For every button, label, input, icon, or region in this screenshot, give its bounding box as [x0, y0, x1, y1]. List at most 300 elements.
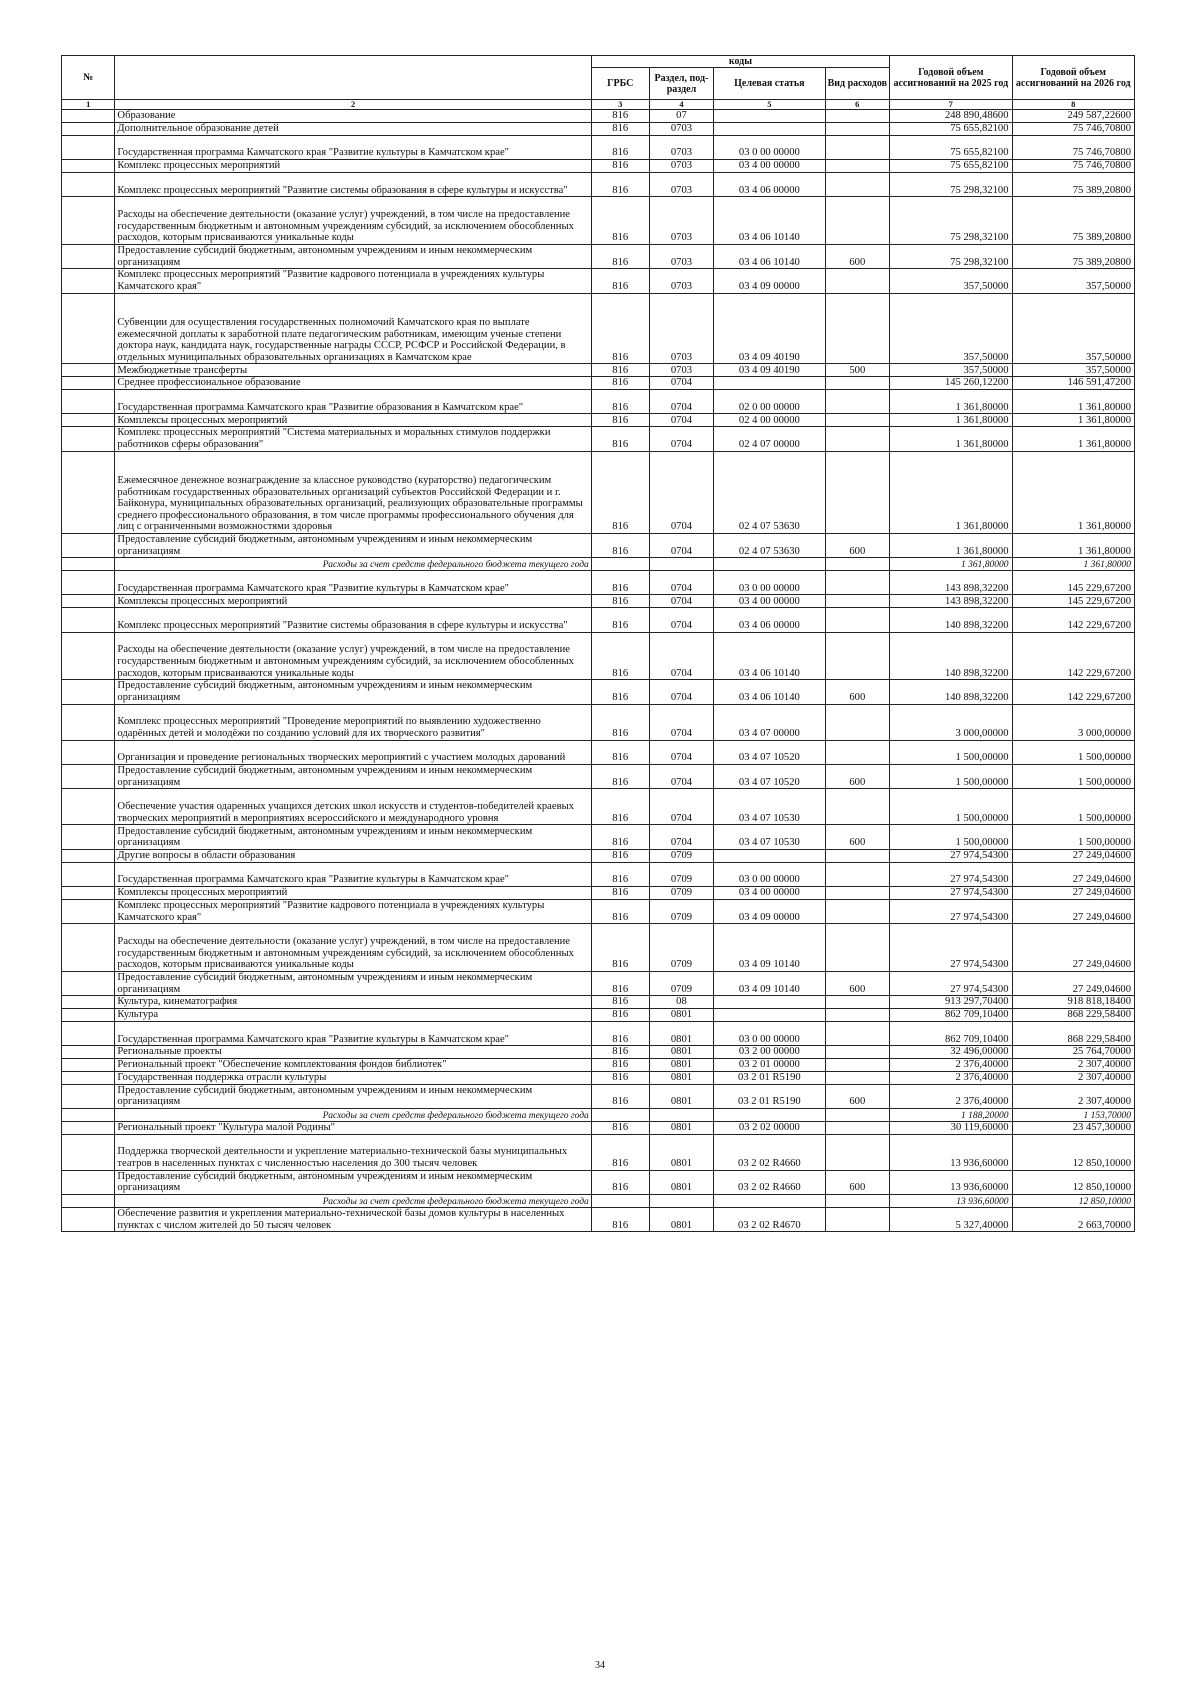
table-row: [62, 608, 1135, 632]
row-amount-2026: 75 389,20800: [1012, 244, 1134, 268]
row-article: [714, 558, 825, 571]
row-name: Региональный проект "Обеспечение комплектования фондов библиотек": [115, 1058, 591, 1071]
row-amount-2026: 1 361,80000: [1012, 414, 1134, 427]
row-type: [825, 1046, 890, 1059]
row-type: [825, 1134, 890, 1170]
row-number: [62, 825, 115, 849]
row-article: 03 4 09 40190: [714, 364, 825, 377]
row-article: 03 0 00 00000: [714, 135, 825, 159]
row-number: [62, 1194, 115, 1207]
table-row: [62, 740, 1135, 764]
row-type: [825, 608, 890, 632]
row-number: [62, 740, 115, 764]
row-amount-2026: 1 361,80000: [1012, 533, 1134, 557]
row-type: [825, 377, 890, 390]
row-amount-2026: 27 249,04600: [1012, 862, 1134, 886]
row-name: Ежемесячное денежное вознаграждение за классное руководство (кураторство) педагогическим работникам государственных образовательных организаций субъектов Российской Федерации и г. Байконура, муниципальных образовательных организаций, реализующих образовательные программы среднего профессионального образования, в том числе программы профессионального обучения для лиц с ограниченными возможностями здоровья: [115, 451, 591, 533]
row-article: 03 4 09 10140: [714, 924, 825, 972]
table-row-note: [62, 1108, 1135, 1121]
row-article: 03 4 07 10530: [714, 825, 825, 849]
row-article: 03 4 07 10520: [714, 740, 825, 764]
header-2025: Годовой объем ассигнований на 2025 год: [890, 56, 1012, 100]
header-codes: коды: [591, 56, 889, 68]
row-article: 03 4 00 00000: [714, 159, 825, 172]
row-amount-2025: 5 327,40000: [890, 1207, 1012, 1231]
row-section: 0704: [649, 632, 714, 680]
table-row: [62, 1046, 1135, 1059]
row-type: 600: [825, 1084, 890, 1108]
row-number: [62, 1121, 115, 1134]
col-number: 5: [714, 100, 825, 110]
row-name: Региональные проекты: [115, 1046, 591, 1059]
row-amount-2025: 143 898,32200: [890, 571, 1012, 595]
row-amount-2026: 1 500,00000: [1012, 740, 1134, 764]
row-amount-2025: 357,50000: [890, 364, 1012, 377]
table-row: [62, 971, 1135, 995]
row-name: Организация и проведение региональных творческих мероприятий с участием молодых дарований: [115, 740, 591, 764]
row-number: [62, 197, 115, 245]
row-type: 600: [825, 971, 890, 995]
row-amount-2026: 12 850,10000: [1012, 1134, 1134, 1170]
header-article: Целевая статья: [714, 68, 825, 100]
row-name: Комплекс процессных мероприятий "Развитие кадрового потенциала в учреждениях культуры Камчатского края": [115, 269, 591, 293]
row-article: 03 0 00 00000: [714, 1021, 825, 1045]
table-row: [62, 293, 1135, 364]
table-row: [62, 887, 1135, 900]
row-name: Предоставление субсидий бюджетным, автономным учреждениям и иным некоммерческим организациям: [115, 825, 591, 849]
row-grbs: 816: [591, 197, 649, 245]
row-amount-2025: 2 376,40000: [890, 1058, 1012, 1071]
row-section: 0703: [649, 293, 714, 364]
table-row: [62, 1170, 1135, 1194]
row-name: Предоставление субсидий бюджетным, автономным учреждениям и иным некоммерческим организациям: [115, 244, 591, 268]
row-amount-2025: 13 936,60000: [890, 1134, 1012, 1170]
table-row: [62, 924, 1135, 972]
table-row-note: [62, 1194, 1135, 1207]
row-amount-2025: 357,50000: [890, 269, 1012, 293]
row-type: [825, 849, 890, 862]
row-number: [62, 1108, 115, 1121]
row-amount-2026: 2 663,70000: [1012, 1207, 1134, 1231]
row-name: Обеспечение развития и укрепления материально-технической базы домов культуры в населенных пунктах с числом жителей до 50 тысяч человек: [115, 1207, 591, 1231]
table-row: [62, 172, 1135, 196]
row-amount-2025: 27 974,54300: [890, 887, 1012, 900]
row-amount-2025: 75 655,82100: [890, 135, 1012, 159]
row-amount-2025: 248 890,48600: [890, 110, 1012, 123]
row-section: [649, 558, 714, 571]
budget-table: [61, 55, 1135, 1232]
row-section: 0703: [649, 135, 714, 159]
row-amount-2025: 27 974,54300: [890, 899, 1012, 923]
table-row: [62, 899, 1135, 923]
row-section: 0703: [649, 197, 714, 245]
row-amount-2026: 146 591,47200: [1012, 377, 1134, 390]
row-amount-2025: 1 361,80000: [890, 558, 1012, 571]
row-article: [714, 1194, 825, 1207]
row-amount-2026: 2 307,40000: [1012, 1058, 1134, 1071]
row-article: 03 2 02 00000: [714, 1121, 825, 1134]
row-name: Субвенции для осуществления государственных полномочий Камчатского края по выплате ежемесячной доплаты к заработной плате педагогическим работникам, имеющим ученые степени доктора наук, кандидата наук, государственные награды СССР, РСФСР и Российской Федерации, в отдельных муниципальных образовательных организациях в Камчатском крае: [115, 293, 591, 364]
row-amount-2026: 1 500,00000: [1012, 825, 1134, 849]
row-amount-2025: 145 260,12200: [890, 377, 1012, 390]
header-num: №: [62, 56, 115, 100]
row-grbs: 816: [591, 608, 649, 632]
row-section: 0801: [649, 1170, 714, 1194]
table-row: [62, 632, 1135, 680]
table-row: [62, 862, 1135, 886]
row-amount-2026: 1 361,80000: [1012, 558, 1134, 571]
row-name: Расходы на обеспечение деятельности (оказание услуг) учреждений, в том числе на предоставление государственным бюджетным и автономным учреждениям субсидий, за исключением обособленных расходов, которым присваиваются уникальные коды: [115, 924, 591, 972]
row-amount-2026: 357,50000: [1012, 293, 1134, 364]
row-section: 0709: [649, 887, 714, 900]
row-section: 0801: [649, 1084, 714, 1108]
row-type: [825, 122, 890, 135]
table-row: [62, 571, 1135, 595]
table-row: [62, 197, 1135, 245]
row-type: [825, 414, 890, 427]
table-row: [62, 244, 1135, 268]
row-section: 0709: [649, 849, 714, 862]
row-name: Расходы за счет средств федерального бюджета текущего года: [115, 1108, 591, 1121]
row-grbs: 816: [591, 971, 649, 995]
row-number: [62, 1084, 115, 1108]
row-number: [62, 1046, 115, 1059]
row-amount-2025: 1 361,80000: [890, 414, 1012, 427]
row-number: [62, 451, 115, 533]
row-article: [714, 1008, 825, 1021]
row-article: 03 4 00 00000: [714, 595, 825, 608]
row-grbs: 816: [591, 364, 649, 377]
col-number: 3: [591, 100, 649, 110]
row-number: [62, 971, 115, 995]
row-name: Межбюджетные трансферты: [115, 364, 591, 377]
row-amount-2025: 2 376,40000: [890, 1084, 1012, 1108]
row-amount-2025: 32 496,00000: [890, 1046, 1012, 1059]
row-number: [62, 887, 115, 900]
row-amount-2026: 1 361,80000: [1012, 389, 1134, 413]
row-amount-2025: 140 898,32200: [890, 632, 1012, 680]
row-amount-2025: 13 936,60000: [890, 1194, 1012, 1207]
table-row: [62, 135, 1135, 159]
row-amount-2026: 357,50000: [1012, 364, 1134, 377]
row-section: 0703: [649, 244, 714, 268]
row-grbs: 816: [591, 1046, 649, 1059]
row-grbs: 816: [591, 389, 649, 413]
row-article: 03 4 09 00000: [714, 269, 825, 293]
row-amount-2026: 75 746,70800: [1012, 159, 1134, 172]
header-section: Раздел, под-раздел: [649, 68, 714, 100]
row-number: [62, 1021, 115, 1045]
row-amount-2026: 868 229,58400: [1012, 1008, 1134, 1021]
row-grbs: 816: [591, 159, 649, 172]
row-number: [62, 608, 115, 632]
row-grbs: 816: [591, 414, 649, 427]
row-section: 0801: [649, 1021, 714, 1045]
row-article: 02 4 07 53630: [714, 533, 825, 557]
col-number: 1: [62, 100, 115, 110]
row-type: [825, 1194, 890, 1207]
row-article: 03 2 00 00000: [714, 1046, 825, 1059]
row-type: 500: [825, 364, 890, 377]
row-type: [825, 558, 890, 571]
row-amount-2026: 27 249,04600: [1012, 924, 1134, 972]
row-number: [62, 533, 115, 557]
row-section: 0704: [649, 680, 714, 704]
row-article: [714, 110, 825, 123]
row-grbs: 816: [591, 244, 649, 268]
row-amount-2026: 2 307,40000: [1012, 1084, 1134, 1108]
row-amount-2026: 2 307,40000: [1012, 1071, 1134, 1084]
row-grbs: 816: [591, 595, 649, 608]
row-name: Предоставление субсидий бюджетным, автономным учреждениям и иным некоммерческим организациям: [115, 1170, 591, 1194]
table-row: [62, 849, 1135, 862]
row-grbs: 816: [591, 135, 649, 159]
row-section: 0801: [649, 1058, 714, 1071]
row-article: 02 4 00 00000: [714, 414, 825, 427]
row-article: 03 4 06 10140: [714, 244, 825, 268]
row-number: [62, 1058, 115, 1071]
row-article: 03 2 02 R4660: [714, 1170, 825, 1194]
row-type: [825, 789, 890, 825]
row-article: 03 4 09 00000: [714, 899, 825, 923]
row-grbs: 816: [591, 122, 649, 135]
row-name: Комплекс процессных мероприятий "Проведение мероприятий по выявлению художественно одарённых детей и молодёжи по созданию условий для их творческого развития": [115, 704, 591, 740]
header-type: Вид расходов: [825, 68, 890, 100]
row-section: 0704: [649, 704, 714, 740]
row-section: 0801: [649, 1134, 714, 1170]
row-name: Государственная программа Камчатского края "Развитие культуры в Камчатском крае": [115, 1021, 591, 1045]
row-section: 0704: [649, 451, 714, 533]
row-amount-2025: 140 898,32200: [890, 608, 1012, 632]
row-number: [62, 789, 115, 825]
row-name: Комплексы процессных мероприятий: [115, 887, 591, 900]
row-type: 600: [825, 825, 890, 849]
row-article: 03 2 01 R5190: [714, 1071, 825, 1084]
row-section: 0704: [649, 427, 714, 451]
row-section: 08: [649, 996, 714, 1009]
row-type: [825, 924, 890, 972]
row-name: Среднее профессиональное образование: [115, 377, 591, 390]
row-grbs: 816: [591, 924, 649, 972]
col-number: 8: [1012, 100, 1134, 110]
row-type: [825, 135, 890, 159]
row-amount-2025: 1 361,80000: [890, 533, 1012, 557]
row-article: 02 0 00 00000: [714, 389, 825, 413]
row-amount-2026: 142 229,67200: [1012, 632, 1134, 680]
row-amount-2025: 1 500,00000: [890, 789, 1012, 825]
row-grbs: 816: [591, 1207, 649, 1231]
row-name: Обеспечение участия одаренных учащихся детских школ искусств и студентов-победителей краевых творческих мероприятий в мероприятиях всероссийского и международного уровня: [115, 789, 591, 825]
row-section: 0709: [649, 971, 714, 995]
row-grbs: 816: [591, 680, 649, 704]
row-article: 03 4 09 10140: [714, 971, 825, 995]
row-grbs: 816: [591, 533, 649, 557]
row-grbs: 816: [591, 765, 649, 789]
row-number: [62, 427, 115, 451]
row-grbs: [591, 1108, 649, 1121]
row-number: [62, 122, 115, 135]
row-name: Дополнительное образование детей: [115, 122, 591, 135]
row-type: 600: [825, 765, 890, 789]
page-number: 34: [595, 1660, 605, 1671]
row-amount-2025: 1 361,80000: [890, 389, 1012, 413]
row-name: Предоставление субсидий бюджетным, автономным учреждениям и иным некоммерческим организациям: [115, 533, 591, 557]
row-type: [825, 269, 890, 293]
row-amount-2026: 75 746,70800: [1012, 135, 1134, 159]
row-name: Расходы за счет средств федерального бюджета текущего года: [115, 558, 591, 571]
row-amount-2026: 145 229,67200: [1012, 571, 1134, 595]
table-row: [62, 364, 1135, 377]
row-type: [825, 172, 890, 196]
table-row: [62, 451, 1135, 533]
table-row: [62, 765, 1135, 789]
row-type: [825, 1058, 890, 1071]
row-name: Расходы на обеспечение деятельности (оказание услуг) учреждений, в том числе на предоставление государственным бюджетным и автономным учреждениям субсидий, за исключением обособленных расходов, которым присваиваются уникальные коды: [115, 632, 591, 680]
table-row: [62, 1084, 1135, 1108]
row-amount-2025: 862 709,10400: [890, 1021, 1012, 1045]
row-number: [62, 849, 115, 862]
row-type: [825, 1207, 890, 1231]
row-type: [825, 632, 890, 680]
row-type: [825, 389, 890, 413]
row-section: 0709: [649, 924, 714, 972]
row-grbs: 816: [591, 996, 649, 1009]
row-number: [62, 571, 115, 595]
row-amount-2026: 75 389,20800: [1012, 172, 1134, 196]
row-amount-2026: 27 249,04600: [1012, 971, 1134, 995]
row-article: 03 2 02 R4670: [714, 1207, 825, 1231]
row-number: [62, 595, 115, 608]
row-number: [62, 110, 115, 123]
row-type: [825, 1121, 890, 1134]
row-amount-2025: 27 974,54300: [890, 971, 1012, 995]
row-amount-2025: 75 298,32100: [890, 172, 1012, 196]
row-number: [62, 172, 115, 196]
table-row: [62, 389, 1135, 413]
row-grbs: 816: [591, 269, 649, 293]
row-article: [714, 849, 825, 862]
table-row: [62, 1058, 1135, 1071]
row-section: 0704: [649, 765, 714, 789]
row-name: Комплекс процессных мероприятий "Развитие системы образования в сфере культуры и искусства": [115, 608, 591, 632]
row-article: 03 4 06 00000: [714, 608, 825, 632]
row-name: Предоставление субсидий бюджетным, автономным учреждениям и иным некоммерческим организациям: [115, 765, 591, 789]
row-number: [62, 389, 115, 413]
row-article: 02 4 07 53630: [714, 451, 825, 533]
table-row: [62, 789, 1135, 825]
col-number: 2: [115, 100, 591, 110]
row-amount-2025: 140 898,32200: [890, 680, 1012, 704]
row-number: [62, 1134, 115, 1170]
header-row-top: [62, 56, 1135, 68]
row-name: Расходы на обеспечение деятельности (оказание услуг) учреждений, в том числе на предоставление государственным бюджетным и автономным учреждениям субсидий, за исключением обособленных расходов, которым присваиваются уникальные коды: [115, 197, 591, 245]
row-amount-2026: 1 361,80000: [1012, 451, 1134, 533]
row-section: 0704: [649, 595, 714, 608]
column-numbers-row: [62, 100, 1135, 110]
header-grbs: ГРБС: [591, 68, 649, 100]
row-amount-2025: 75 655,82100: [890, 122, 1012, 135]
row-article: 03 2 02 R4660: [714, 1134, 825, 1170]
row-amount-2026: 1 361,80000: [1012, 427, 1134, 451]
row-article: 03 4 00 00000: [714, 887, 825, 900]
row-type: [825, 197, 890, 245]
row-type: [825, 996, 890, 1009]
table-row: [62, 1021, 1135, 1045]
table-row: [62, 427, 1135, 451]
table-row: [62, 159, 1135, 172]
row-grbs: [591, 1194, 649, 1207]
row-grbs: 816: [591, 899, 649, 923]
row-article: 03 4 06 10140: [714, 197, 825, 245]
row-section: 0704: [649, 740, 714, 764]
row-grbs: 816: [591, 740, 649, 764]
row-section: 0703: [649, 122, 714, 135]
row-grbs: 816: [591, 377, 649, 390]
row-amount-2026: 918 818,18400: [1012, 996, 1134, 1009]
row-article: 03 0 00 00000: [714, 862, 825, 886]
row-article: [714, 377, 825, 390]
row-article: 03 4 06 10140: [714, 632, 825, 680]
row-section: 0704: [649, 414, 714, 427]
row-amount-2025: 1 361,80000: [890, 451, 1012, 533]
row-type: [825, 427, 890, 451]
row-grbs: 816: [591, 1021, 649, 1045]
table-row: [62, 533, 1135, 557]
row-type: [825, 704, 890, 740]
row-number: [62, 135, 115, 159]
row-amount-2026: 27 249,04600: [1012, 899, 1134, 923]
table-row: [62, 414, 1135, 427]
table-row: [62, 1071, 1135, 1084]
row-amount-2026: 25 764,70000: [1012, 1046, 1134, 1059]
row-amount-2026: 12 850,10000: [1012, 1194, 1134, 1207]
row-amount-2025: 27 974,54300: [890, 849, 1012, 862]
row-section: 0801: [649, 1008, 714, 1021]
row-name: Региональный проект "Культура малой Родины": [115, 1121, 591, 1134]
row-grbs: 816: [591, 451, 649, 533]
row-number: [62, 377, 115, 390]
row-amount-2026: 142 229,67200: [1012, 608, 1134, 632]
row-section: 0709: [649, 899, 714, 923]
row-number: [62, 1207, 115, 1231]
row-type: [825, 1008, 890, 1021]
row-type: 600: [825, 533, 890, 557]
row-name: Комплекс процессных мероприятий "Система материальных и моральных стимулов поддержки работников сферы образования": [115, 427, 591, 451]
row-amount-2026: 23 457,30000: [1012, 1121, 1134, 1134]
row-article: [714, 996, 825, 1009]
row-name: Другие вопросы в области образования: [115, 849, 591, 862]
row-number: [62, 269, 115, 293]
table-row: [62, 825, 1135, 849]
row-article: 03 4 06 10140: [714, 680, 825, 704]
row-amount-2025: 913 297,70400: [890, 996, 1012, 1009]
col-number: 4: [649, 100, 714, 110]
row-amount-2026: 249 587,22600: [1012, 110, 1134, 123]
row-number: [62, 862, 115, 886]
row-number: [62, 364, 115, 377]
row-amount-2025: 143 898,32200: [890, 595, 1012, 608]
row-number: [62, 765, 115, 789]
row-type: [825, 862, 890, 886]
row-section: [649, 1108, 714, 1121]
table-row: [62, 996, 1135, 1009]
row-type: [825, 1108, 890, 1121]
row-amount-2026: 868 229,58400: [1012, 1021, 1134, 1045]
row-name: Комплекс процессных мероприятий "Развитие кадрового потенциала в учреждениях культуры Камчатского края": [115, 899, 591, 923]
row-type: [825, 740, 890, 764]
row-grbs: 816: [591, 825, 649, 849]
row-amount-2025: 13 936,60000: [890, 1170, 1012, 1194]
